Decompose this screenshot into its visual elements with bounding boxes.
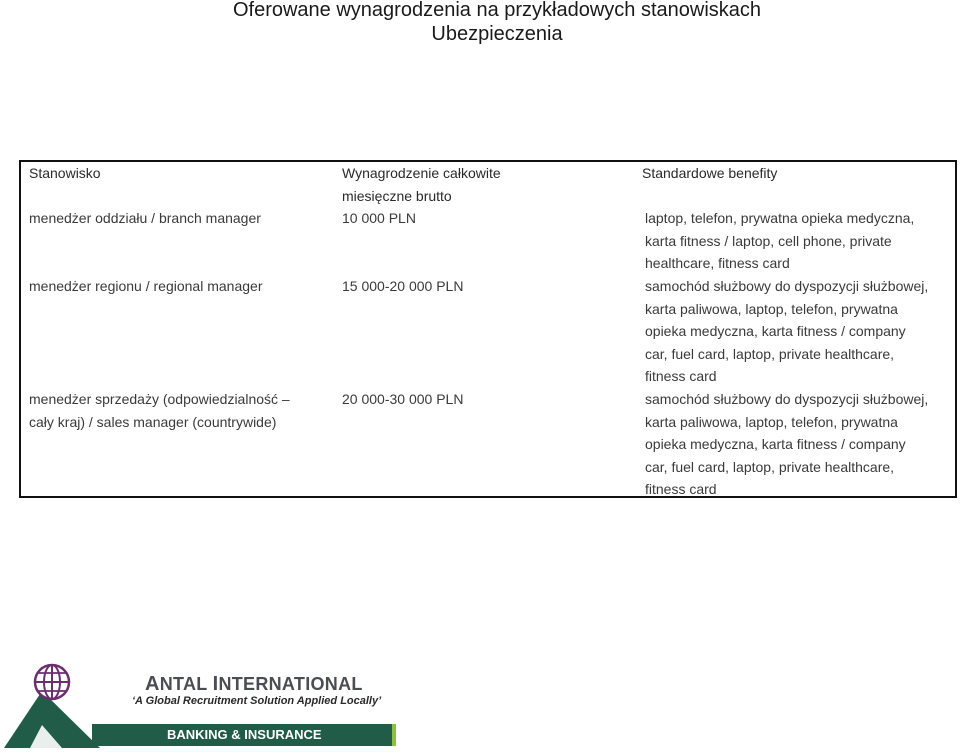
division-banner <box>92 724 396 746</box>
brand-tagline: ‘A Global Recruitment Solution Applied Locally’ <box>132 695 382 707</box>
page-title <box>0 0 960 46</box>
row-benefits-line: samochód służbowy do dyspozycji służbowej, <box>645 391 929 407</box>
row-benefits <box>645 388 928 501</box>
brand-word-international: NTERNATIONAL <box>218 674 363 694</box>
row-position-line: menedżer sprzedaży (odpowiedzialność – <box>29 391 290 407</box>
row-benefits-line: laptop, telefon, prywatna opieka medyczna, <box>645 210 915 226</box>
brand-name <box>145 673 363 696</box>
brand-initial-a: A <box>145 673 160 695</box>
row-benefits-line: opieka medyczna, karta fitness / company <box>645 323 906 339</box>
row-position <box>29 388 290 433</box>
brand-initial-i: I <box>212 673 219 695</box>
page-title-line1: Oferowane wynagrodzenia na przykładowych stanowiskach <box>232 0 762 21</box>
row-salary: 15 000-20 000 PLN <box>342 278 464 294</box>
row-position <box>29 207 261 230</box>
division-label: BANKING & INSURANCE <box>167 727 322 742</box>
header-salary <box>342 162 501 207</box>
row-position <box>29 275 262 298</box>
header-benefits: Standardowe benefity <box>642 165 778 181</box>
row-benefits-line: car, fuel card, laptop, private healthcare, <box>645 458 895 475</box>
row-position-line: menedżer oddziału / branch manager <box>29 210 261 226</box>
header-position: Stanowisko <box>29 165 101 181</box>
row-benefits-line: samochód służbowy do dyspozycji służbowej, <box>645 278 929 294</box>
row-benefits-line: karta fitness / laptop, cell phone, private <box>645 232 892 249</box>
row-benefits-line: healthcare, fitness card <box>645 255 790 271</box>
header-salary-line2: miesięczne brutto <box>342 187 452 204</box>
row-benefits-line: fitness card <box>645 368 717 384</box>
row-salary: 10 000 PLN <box>342 210 416 226</box>
row-benefits-line: karta paliwowa, laptop, telefon, prywatna <box>645 413 898 430</box>
row-benefits-line: opieka medyczna, karta fitness / company <box>645 436 906 452</box>
row-benefits-line: car, fuel card, laptop, private healthcare, <box>645 345 895 362</box>
header-salary-line1: Wynagrodzenie całkowite <box>342 165 501 181</box>
row-salary: 20 000-30 000 PLN <box>342 391 464 407</box>
row-benefits-line: karta paliwowa, laptop, telefon, prywatna <box>645 300 898 317</box>
row-position-line: cały kraj) / sales manager (countrywide) <box>29 413 277 430</box>
row-benefits <box>645 275 928 388</box>
page-title-line2: Ubezpieczenia <box>431 23 563 45</box>
row-position-line: menedżer regionu / regional manager <box>29 278 263 294</box>
brand-word-antal: NTAL <box>159 674 213 694</box>
row-benefits-line: fitness card <box>645 481 717 497</box>
row-benefits <box>645 207 914 275</box>
salary-table <box>19 160 957 498</box>
